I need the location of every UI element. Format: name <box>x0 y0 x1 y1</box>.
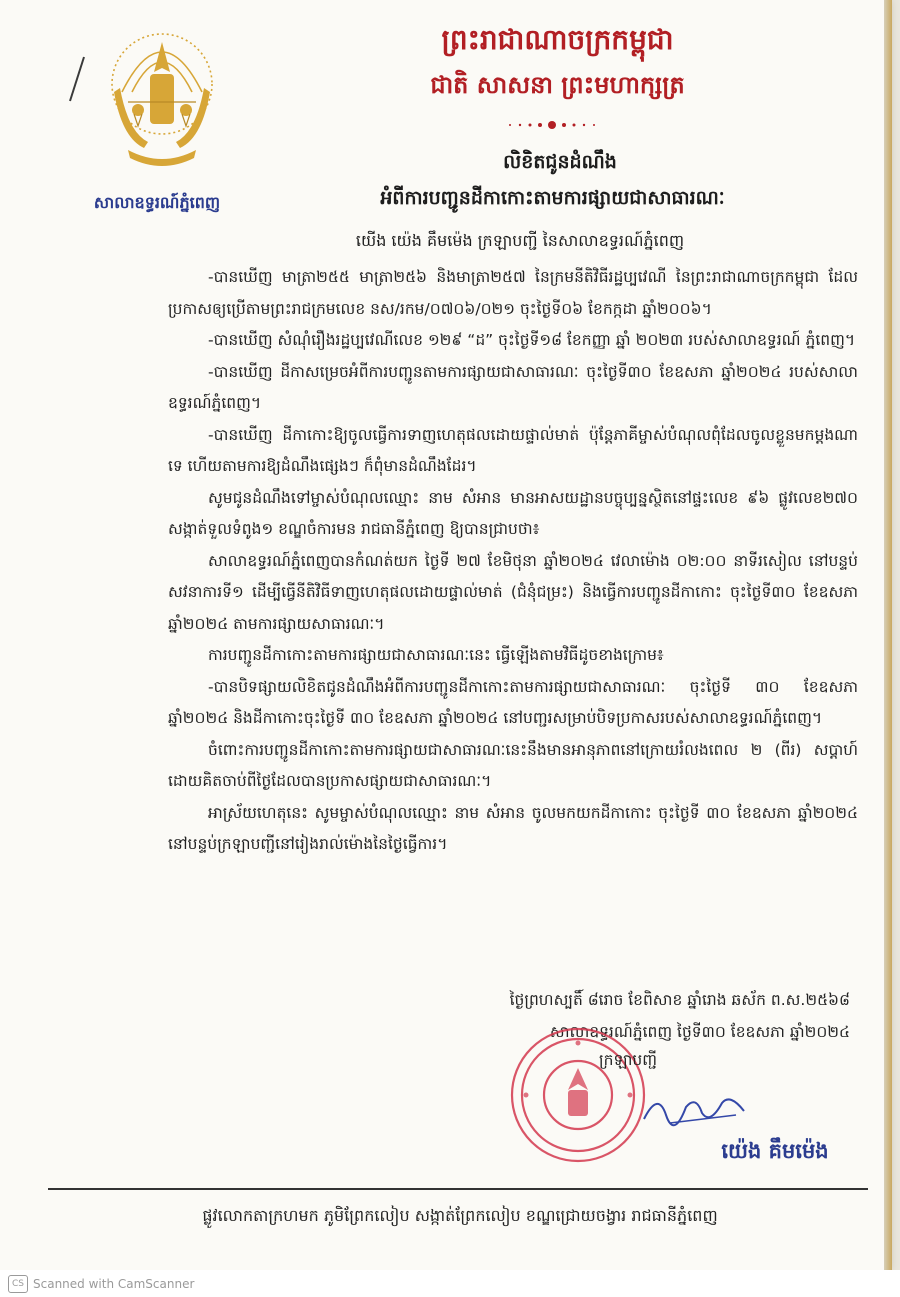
pen-mark-icon <box>64 55 88 105</box>
paragraph: -បានបិទផ្សាយលិខិតជូនដំណឹងអំពីការបញ្ជូនដីកាកោះតាមការផ្សាយជាសាធារណៈ ចុះថ្ងៃទី ៣០ ខែឧសភា ឆ្នាំ២០២៤ និងដីកាកោះចុះថ្ងៃទី ៣០ ខែឧសភា ឆ្នាំ២០២៤ នៅបញ្ជរសម្រាប់បិទប្រកាសរបស់សាលាឧទ្ធរណ៍ភ្នំពេញ។ <box>168 677 858 727</box>
paragraph: ចំពោះការបញ្ជូនដីកាកោះតាមការផ្សាយជាសាធារណៈនេះនឹងមានអានុភាពនៅក្រោយរំលងពេល ២ (ពីរ) សប្តាហ៍ ដោយគិតចាប់ពីថ្ងៃដែលបានប្រកាសផ្សាយជាសាធារណៈ។ <box>168 740 858 790</box>
department-name: សាលាឧទ្ធរណ៍ភ្នំពេញ <box>93 193 221 212</box>
paper-edge <box>884 0 892 1270</box>
paragraph: -បានឃើញ មាត្រា២៥៥ មាត្រា២៥៦ និងមាត្រា២៥៧ នៃក្រមនីតិវិធីរដ្ឋប្បវេណី នៃព្រះរាជាណាចក្រកម្ពុជា ដែលប្រកាសឲ្យប្រើតាមព្រះរាជក្រមលេខ នស/រកម/០៧០៦/០២១ ចុះថ្ងៃទី០៦ ខែកក្កដា ឆ្នាំ២០០៦។ <box>168 268 858 318</box>
document-subtitle: អំពីការបញ្ជូនដីកាកោះតាមការផ្សាយជាសាធារណៈ <box>380 187 725 209</box>
document-title: លិខិតជូនដំណឹង <box>503 151 617 173</box>
signature-icon <box>640 1085 750 1130</box>
place-date: សាលាឧទ្ធរណ៍ភ្នំពេញ ថ្ងៃទី៣០ ខែឧសភា ឆ្នាំ២០២៤ <box>549 1023 850 1041</box>
signer-role: ក្រឡាបញ្ជី <box>599 1051 657 1069</box>
paragraph: សូមជូនដំណឹងទៅម្ចាស់បំណុលឈ្មោះ នាម សំអាន មានអាសយដ្ឋានបច្ចុប្បន្នស្ថិតនៅផ្ទះលេខ ៩៦ ផ្លូវលេខ២៧០ សង្កាត់ទួលទំពូង១ ខណ្ឌចំការមន រាជធានីភ្នំពេញ ឱ្យបានជ្រាបថា៖ <box>168 488 858 538</box>
lunar-date: ថ្ងៃព្រហស្បតិ៍ ៨រោច ខែពិសាខ ឆ្នាំរោង ឆស័ក ព.ស.២៥៦៨ <box>509 991 850 1009</box>
paragraph: អាស្រ័យហេតុនេះ សូមម្ចាស់បំណុលឈ្មោះ នាម សំអាន ចូលមកយកដីកាកោះ ចុះថ្ងៃទី ៣០ ខែឧសភា ឆ្នាំ២០២៤ នៅបន្ទប់ក្រឡាបញ្ជីនៅរៀងរាល់ម៉ោងនៃថ្ងៃធ្វើការ។ <box>168 803 858 853</box>
paragraph: -បានឃើញ សំណុំរឿងរដ្ឋប្បវេណីលេខ ១២៩ “ដ” ចុះថ្ងៃទី១៨ ខែកញ្ញា ឆ្នាំ ២០២៣ របស់សាលាឧទ្ធរណ៍ ភ្នំពេញ។ <box>208 331 856 349</box>
paragraph: ការបញ្ជូនដីកាកោះតាមការផ្សាយជាសាធារណៈនេះ ធ្វើឡើងតាមវិធីដូចខាងក្រោម៖ <box>208 646 664 664</box>
ornament-icon <box>492 118 612 132</box>
paragraph: -បានឃើញ ដីកាកោះឱ្យចូលធ្វើការទាញហេតុផលដោយផ្ទាល់មាត់ ប៉ុន្តែភាគីម្ចាស់បំណុលពុំដែលចូលខ្លួនមកម្តងណាទេ ហើយតាមការឱ្យដំណឹងផ្សេងៗ ក៏ពុំមានដំណឹងដែរ។ <box>168 425 858 475</box>
document-body <box>168 262 858 861</box>
signer-name: យ៉េង គឹមម៉េង <box>721 1139 829 1163</box>
national-motto: ជាតិ សាសនា ព្រះមហាក្សត្រ <box>430 70 685 99</box>
issuer-line: យើង យ៉េង គឹមម៉េង ក្រឡាបញ្ជី នៃសាលាឧទ្ធរណ៍ភ្នំពេញ <box>355 231 685 250</box>
court-address: ផ្លូវលោកតាក្រហមក ភូមិព្រែកលៀប សង្កាត់ព្រែកលៀប ខណ្ឌជ្រោយចង្វារ រាជធានីភ្នំពេញ <box>202 1206 718 1225</box>
paragraph: សាលាឧទ្ធរណ៍ភ្នំពេញបានកំណត់យក ថ្ងៃទី ២៧ ខែមិថុនា ឆ្នាំ២០២៤ វេលាម៉ោង ០២:០០ នាទីរសៀល នៅបន្ទប់សវនាការទី១ ដើម្បីធ្វើនីតិវិធីទាញហេតុផលដោយផ្ទាល់មាត់ (ជំនុំជម្រះ) និងធ្វើការបញ្ជូនដីកាកោះ ចុះថ្ងៃទី៣០ ខែឧសភា ឆ្នាំ២០២៤ តាមការផ្សាយសាធារណៈ។ <box>168 551 858 633</box>
paragraph: -បានឃើញ ដីកាសម្រេចអំពីការបញ្ជូនតាមការផ្សាយជាសាធារណៈ ចុះថ្ងៃទី៣០ ខែឧសភា ឆ្នាំ២០២៤ របស់សាលាឧទ្ធរណ៍ភ្នំពេញ។ <box>168 362 858 412</box>
scanner-note: Scanned with CamScanner <box>33 1276 195 1291</box>
footer-divider <box>48 1188 868 1190</box>
scanner-footer <box>0 1270 900 1297</box>
kingdom-heading: ព្រះរាជាណាចក្រកម្ពុជា <box>441 23 674 56</box>
royal-emblem-icon <box>98 22 226 182</box>
camscanner-logo-icon: CS <box>8 1275 28 1293</box>
